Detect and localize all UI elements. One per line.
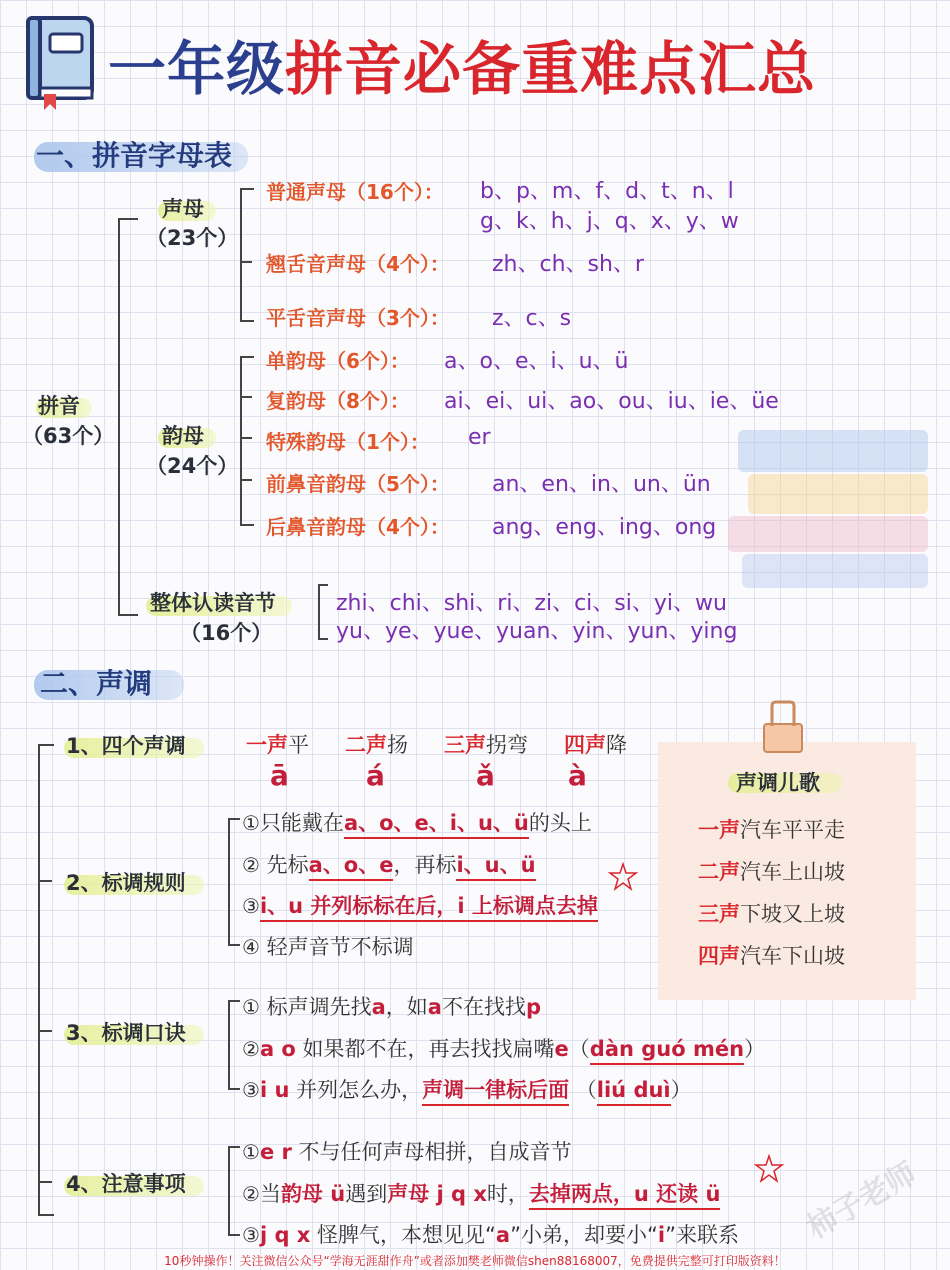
zhengti-name: 整体认读音节 <box>150 591 276 615</box>
sm-row-label: 普通声母（16个）： <box>266 180 444 204</box>
song-line-3: 三声下坡又上坡 <box>698 902 845 926</box>
ym-row-value: ang、eng、ing、ong <box>492 515 717 540</box>
ym-row-value: ai、ei、ui、ao、ou、iu、ie、üe <box>444 389 779 414</box>
tree-tick <box>38 1030 52 1032</box>
chant-2: ②a o 如果都不在，再去找找扁嘴e（dàn guó mén） <box>242 1033 765 1063</box>
page-title <box>108 22 816 106</box>
tone-1: 一声平 <box>246 733 309 757</box>
n3-label: 3、标调口诀 <box>66 1021 186 1045</box>
shengmu-count: （23个） <box>146 226 239 250</box>
zhengti-line1: zhi、chi、shi、ri、zi、ci、si、yi、wu <box>336 591 727 616</box>
footer-note: 10秒钟操作！关注微信公众号“学海无涯甜作舟”或者添加樊老师微信shen88168007，免费提供完整可打印版资料！ <box>164 1254 786 1268</box>
n4-bracket <box>228 1146 240 1236</box>
tree-tick <box>38 880 52 882</box>
yunmu-name: 韵母 <box>162 424 204 448</box>
chant-1: ① 标声调先找a，如a不在找找p <box>242 995 542 1019</box>
tree-tick <box>240 479 252 481</box>
star-icon <box>754 1154 784 1188</box>
title-part2: 拼音必备重难点汇总 <box>285 35 817 103</box>
n2-bracket <box>228 818 240 946</box>
binder-clip-icon <box>758 700 808 760</box>
tree-bracket-yunmu <box>240 356 254 526</box>
tone-mark-4: à <box>568 759 587 792</box>
ym-row-value: er <box>468 425 491 450</box>
rule-3: ③i、u 并列标标在后，i 上标调点去掉 <box>242 890 598 920</box>
ym-row-label: 后鼻音韵母（4个）： <box>266 515 450 539</box>
tone-mark-2: á <box>366 759 385 792</box>
tone-3: 三声拐弯 <box>444 733 528 757</box>
section1-heading: 一、拼音字母表 <box>36 139 233 172</box>
yunmu-count: （24个） <box>146 454 239 478</box>
root-count: （63个） <box>22 424 115 448</box>
note-2: ②当韵母 ü遇到声母 j q x时，去掉两点，u 还读 ü <box>242 1178 720 1208</box>
tone-mark-1: ā <box>270 759 289 792</box>
sm-row-label: 翘舌音声母（4个）： <box>266 252 450 276</box>
n1-label: 1、四个声调 <box>66 734 186 758</box>
tone-mark-3: ǎ <box>476 759 495 792</box>
tree-tick <box>240 261 252 263</box>
zhengti-count: （16个） <box>180 621 273 645</box>
zhengti-line2: yu、ye、yue、yuan、yin、yun、ying <box>336 619 738 644</box>
tree-bracket-shengmu <box>240 188 254 322</box>
song-title: 声调儿歌 <box>736 771 820 795</box>
song-line-2: 二声汽车上山坡 <box>698 860 845 884</box>
watermark: 柿子老师 <box>801 1155 923 1247</box>
ym-row-label: 复韵母（8个）： <box>266 389 410 413</box>
tree-tick <box>240 396 252 398</box>
song-line-1: 一声汽车平平走 <box>698 818 845 842</box>
star-icon <box>608 862 638 896</box>
rule-1: ①只能戴在a、o、e、i、u、ü的头上 <box>242 807 592 837</box>
tree-tick <box>240 437 252 439</box>
tree-tick <box>38 1181 52 1183</box>
sm-row-value: z、c、s <box>492 306 572 331</box>
n2-label: 2、标调规则 <box>66 871 186 895</box>
ym-row-label: 单韵母（6个）： <box>266 349 410 373</box>
title-part1: 一年级 <box>108 35 286 103</box>
root-name: 拼音 <box>38 394 80 418</box>
section2-heading: 二、声调 <box>40 667 153 700</box>
sm-row-value2: g、k、h、j、q、x、y、w <box>480 209 739 234</box>
rule-4: ④ 轻声音节不标调 <box>242 935 414 959</box>
sm-row-value: zh、ch、sh、r <box>492 252 644 277</box>
books-decoration <box>718 420 938 590</box>
chant-3: ③i u 并列怎么办，声调一律标后面 （liú duì） <box>242 1074 692 1104</box>
tone-2: 二声扬 <box>345 733 408 757</box>
note-3: ③j q x 怪脾气，本想见见“a”小弟，却要小“i”来联系 <box>242 1223 739 1247</box>
rule-2: ② 先标a、o、e，再标i、u、ü <box>242 849 536 879</box>
ym-row-value: a、o、e、i、u、ü <box>444 349 629 374</box>
n4-label: 4、注意事项 <box>66 1172 186 1196</box>
ym-row-label: 前鼻音韵母（5个）： <box>266 472 450 496</box>
song-line-4: 四声汽车下山坡 <box>698 944 845 968</box>
shengmu-name: 声母 <box>162 197 204 221</box>
sm-row-label: 平舌音声母（3个）： <box>266 306 450 330</box>
tree-bracket-root <box>118 218 138 616</box>
note-1: ①e r 不与任何声母相拼，自成音节 <box>242 1140 572 1164</box>
tone-4: 四声降 <box>564 733 627 757</box>
book-icon <box>26 14 96 110</box>
tree-bracket-zhengti <box>318 584 328 640</box>
tree-bracket-tones <box>38 744 54 1216</box>
ym-row-label: 特殊韵母（1个）： <box>266 430 430 454</box>
sm-row-value: b、p、m、f、d、t、n、l <box>480 179 734 204</box>
n3-bracket <box>228 1000 240 1090</box>
ym-row-value: an、en、in、un、ün <box>492 472 711 497</box>
